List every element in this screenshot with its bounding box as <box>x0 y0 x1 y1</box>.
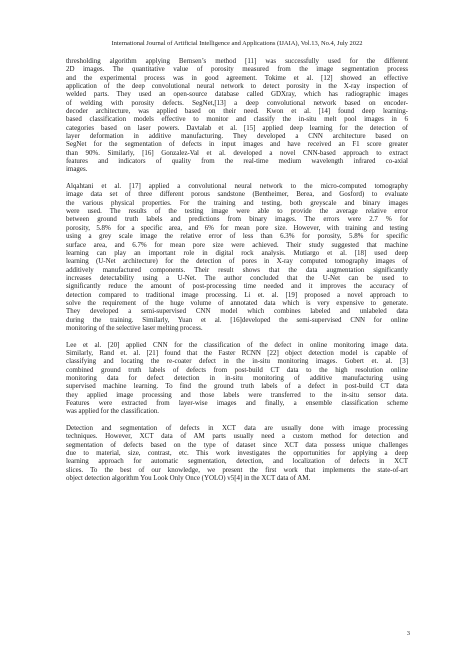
text-line: surface area, and 6.7% for mean pore size were achieved. Their study suggested that machine <box>66 240 408 249</box>
text-line: SegNet for the segmentation of defects in input images and have received an F1 score greater <box>66 140 408 149</box>
text-line: 2D images. The quantitative value of porosity measured from the image segmentation process <box>66 65 408 74</box>
text-line: detection compared to traditional image processing. Li et. al. [19] proposed a novel approach to <box>66 290 408 299</box>
text-line: Detection and segmentation of defects in XCT data are usually done with image processing <box>66 423 408 432</box>
text-line: and the experimental process was in good agreement. Tokime et al. [12] showed an effective <box>66 73 408 82</box>
text-line: of welding with porosity defects. SegNet,[13] a deep convolutional network based on encoder- <box>66 98 408 107</box>
text-line: was applied for the classification. <box>66 407 160 416</box>
text-line: slices. To the best of our knowledge, we present the first work that implements the state-of-art <box>66 465 408 474</box>
text-line: decoder architecture, was applied based on their need. Kwon et al. [14] found deep learning- <box>66 107 408 116</box>
text-line: classifying and locating the re-coater defect in the in-situ monitoring images. Gobert et. al. [3] <box>66 357 408 366</box>
text-line: solve the requirement of the huge volume of annotated data which is very expensive to generate. <box>66 298 408 307</box>
text-line: they applied image processing and those labels were transferred to the in-situ sensor data. <box>66 390 408 399</box>
text-line: monitoring data for defect detection in in-situ monitoring of additive manufacturing using <box>66 373 408 382</box>
text-line: application of the deep convolutional neural network to detect porosity in the X-ray inspection of <box>66 82 408 91</box>
text-line: techniques. However, XCT data of AM parts usually need a custom method for detection and <box>66 432 408 441</box>
text-line: than 90%. Similarly, [16] Gonzalez-Val et al. developed a novel CNN-based approach to extract <box>66 148 408 157</box>
text-line: due to material, size, contrast, etc. This work investigates the opportunities for applying a deep <box>66 449 408 458</box>
text-line: thresholding algorithm applying Bernsen’s method [11] was successfully used for the different <box>66 57 408 65</box>
text-line: welded parts. They used an open-source database called GDXray, which has radiographic images <box>66 90 408 99</box>
text-line: They developed a semi-supervised CNN model which combines labeled and unlabeled data <box>66 307 408 316</box>
text-line: supervised machine learning. To find the ground truth labels of a defect in post-build CT data <box>66 382 408 391</box>
text-line: the various physical properties. For the training and testing, both greyscale and binary images <box>66 198 408 207</box>
paragraph-contribution <box>66 424 408 482</box>
text-line: Alqahtani et al. [17] applied a convolutional neural network to the micro-computed tomography <box>66 182 408 191</box>
text-line: porosity, 5.8% for a specific area, and 6% for mean pore size. However, with training and testing <box>66 223 408 232</box>
text-line: monitoring of the selective laser melting process. <box>66 323 203 332</box>
text-line: Lee et al. [20] applied CNN for the classification of the defect in online monitoring image data. <box>66 340 408 349</box>
text-line: object detection algorithm You Look Only Once (YOLO) v5[4] in the XCT data of AM. <box>66 474 311 483</box>
text-line: significantly reduce the amount of post-processing time needed and it improves the accuracy of <box>66 282 408 291</box>
text-line: based classification models effective to monitor and classify the in-situ melt pool images in 6 <box>66 115 408 124</box>
body-text <box>66 57 408 491</box>
text-line: were used. The results of the testing image were able to provide the average relative error <box>66 207 408 216</box>
text-line: learning can play an important role in digital rock analysis. Mutiargo et al. [18] used deep <box>66 248 408 257</box>
text-line: additively manufactured components. Their result shows that the data augmentation significantly <box>66 265 408 274</box>
text-line: between ground truth labels and predictions from binary images. The errors were 2.7 % for <box>66 215 408 224</box>
text-line: increases detectability using a U-Net. The author concluded that the U-Net can be used to <box>66 273 408 282</box>
page-number: 3 <box>406 630 410 637</box>
text-line: layer deformation in additive manufacturing. They developed a CNN architecture based on <box>66 132 408 141</box>
paragraph-related-work-1 <box>66 57 408 174</box>
text-line: combined ground truth labels of defects from post-build CT data to the high resolution online <box>66 365 408 374</box>
text-line: using a grey scale image the relative error of less than 6.3% for porosity, 5.8% for specific <box>66 232 408 241</box>
text-line: Features were extracted from layer-wise images and finally, a ensemble classification scheme <box>66 399 408 407</box>
text-line: during the training. Similarly, Yuan et al. [16]developed the semi-supervised CNN for online <box>66 315 408 324</box>
text-line: learning approach for automatic segmentation, detection, and localization of defects in XCT <box>66 457 408 466</box>
paragraph-related-work-3 <box>66 341 408 416</box>
text-line: features and indicators of quality from the real-time medium wavelength infrared co-axial <box>66 157 408 166</box>
text-line: learning (U-Net architecture) for the detection of pores in X-ray computed tomography images of <box>66 257 408 266</box>
text-line: image data set of three different porous sandstone (Bentheimer, Berea, and Gosford) to evaluate <box>66 190 408 199</box>
paragraph-related-work-2 <box>66 182 408 332</box>
text-line: Similarly, Rand et. al. [21] found that the Faster RCNN [22] object detection model is capable of <box>66 348 408 357</box>
running-header: International Journal of Artificial Intelligence and Applications (IJAIA), Vol.13, No.4, July 2022 <box>111 40 363 47</box>
text-line: images. <box>66 165 88 174</box>
text-line: categories based on laser powers. Davtalab et al. [15] applied deep learning for the detection of <box>66 123 408 132</box>
text-line: segmentation of defects based on the type of dataset since XCT data possess unique challenges <box>66 440 408 449</box>
